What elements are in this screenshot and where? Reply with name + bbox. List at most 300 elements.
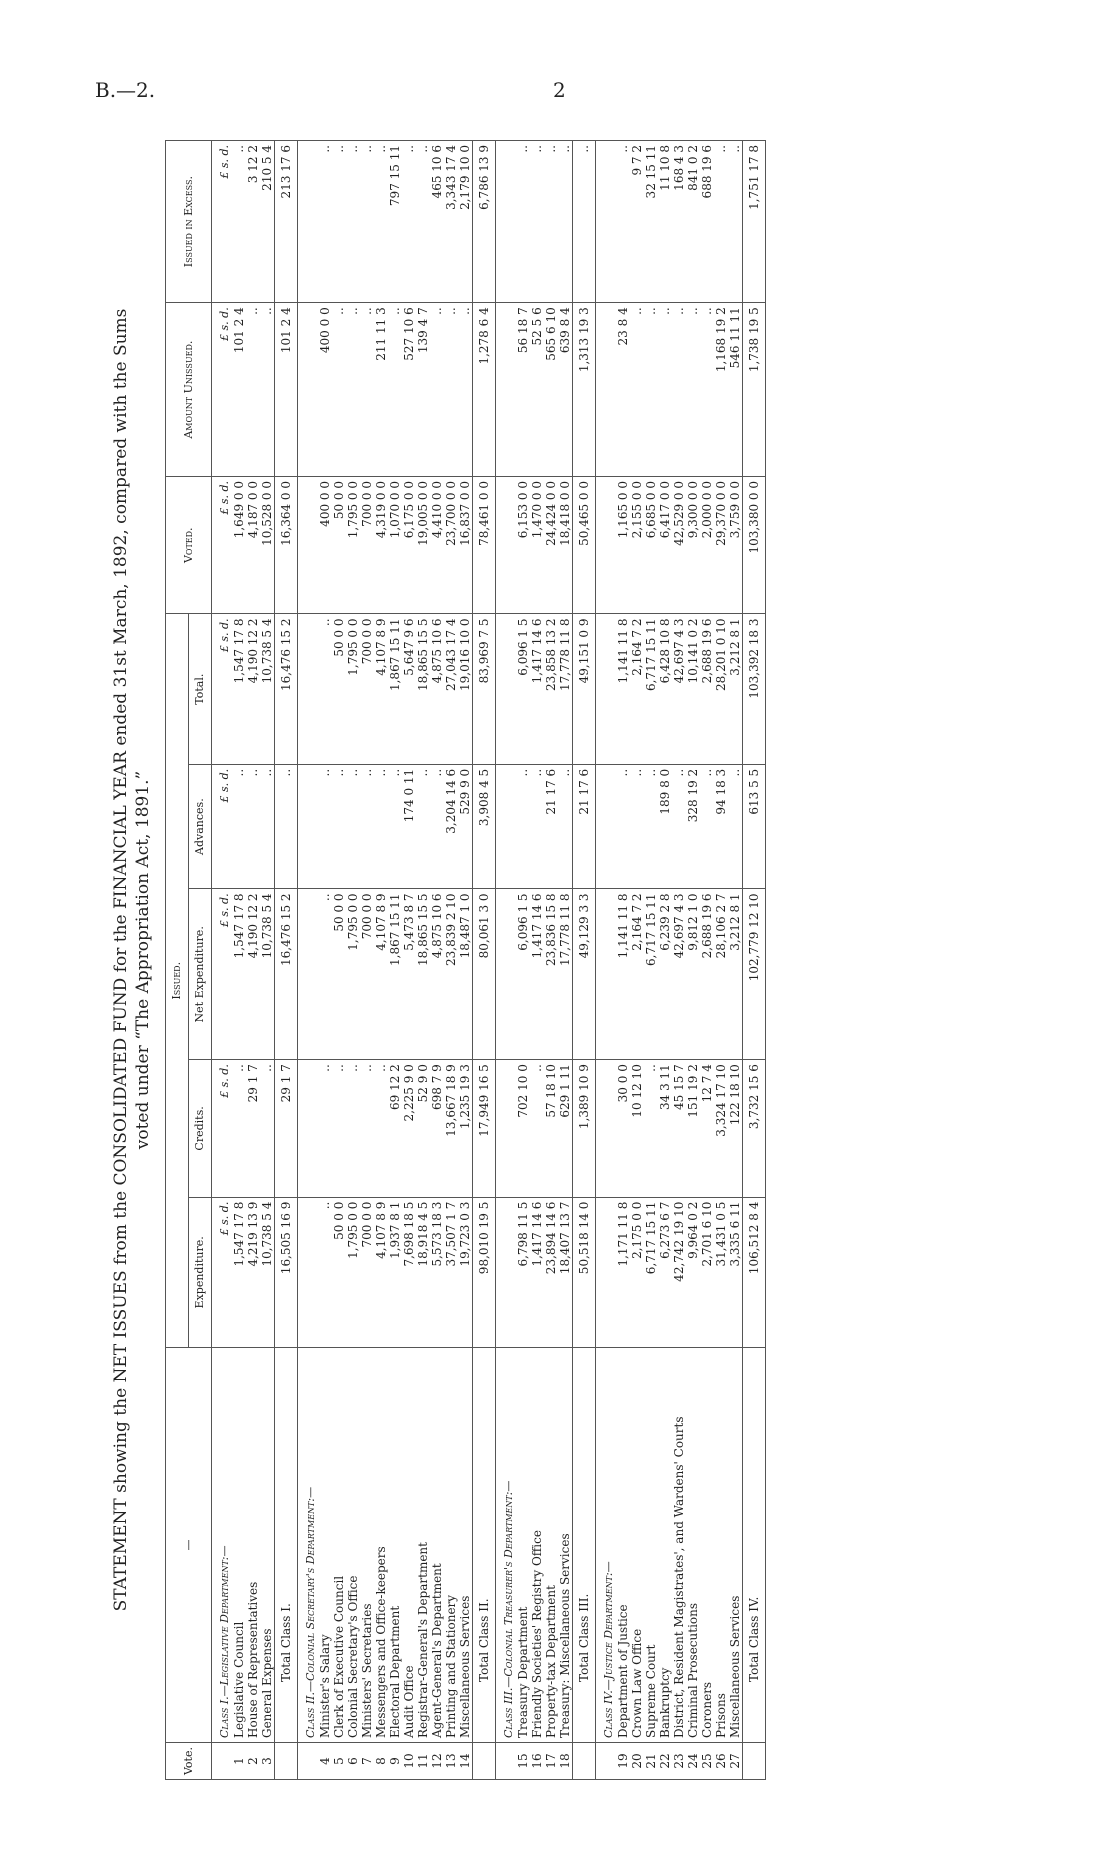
class-heading: Class II.—Colonial Secretary's Department:— <box>298 1348 319 1743</box>
voted-cell: 19,005 0 0 <box>416 477 430 614</box>
total-cell: 27,043 17 4 <box>444 614 458 764</box>
excess-cell: .. <box>332 141 346 303</box>
net-expenditure-cell: 28,106 2 7 <box>714 889 728 1060</box>
credits-cell: .. <box>232 1060 246 1197</box>
header-excess: Issued in Excess. <box>166 141 212 303</box>
unissued-cell: 546 11 11 <box>728 303 743 477</box>
voted-cell: 42,529 0 0 <box>672 477 686 614</box>
service-name: District, Resident Magistrates', and Wardens' Courts <box>672 1348 686 1743</box>
total-expenditure: 106,512 8 4 <box>743 1197 766 1347</box>
units-label <box>596 764 617 889</box>
units-label <box>596 1060 617 1197</box>
unissued-cell: .. <box>644 303 658 477</box>
net-expenditure-cell: 9,812 1 0 <box>686 889 700 1060</box>
class-total-row <box>473 141 496 1780</box>
total-cell: 10,738 5 4 <box>260 614 275 764</box>
total-cell: 1,795 0 0 <box>346 614 360 764</box>
credits-cell: 629 1 11 <box>558 1060 573 1197</box>
vote-number: 1 <box>232 1743 246 1780</box>
excess-cell: 3 12 2 <box>246 141 260 303</box>
service-name: Coroners <box>700 1348 714 1743</box>
advances-cell: .. <box>728 764 743 889</box>
vote-cell <box>496 1743 517 1780</box>
total-expenditure: 50,518 14 0 <box>573 1197 596 1347</box>
net-expenditure-cell: 700 0 0 <box>360 889 374 1060</box>
units-label: £ s. d. <box>212 1060 233 1197</box>
advances-cell: 3,204 14 6 <box>444 764 458 889</box>
voted-cell: 16,837 0 0 <box>458 477 473 614</box>
total-credits: 3,732 15 6 <box>743 1060 766 1197</box>
table-row <box>232 141 246 1780</box>
total-total: 16,476 15 2 <box>275 614 298 764</box>
table-row <box>616 141 630 1780</box>
units-label: £ s. d. <box>212 477 233 614</box>
total-expenditure: 98,010 19 5 <box>473 1197 496 1347</box>
total-excess: 1,751 17 8 <box>743 141 766 303</box>
vote-number: 17 <box>544 1743 558 1780</box>
table-row <box>360 141 374 1780</box>
advances-cell: 529 9 0 <box>458 764 473 889</box>
header-expenditure: Expenditure. <box>189 1197 212 1347</box>
vote-number: 6 <box>346 1743 360 1780</box>
advances-cell: 328 19 2 <box>686 764 700 889</box>
expenditure-cell: 1,171 11 8 <box>616 1197 630 1347</box>
table-row <box>318 141 332 1780</box>
voted-cell: 400 0 0 <box>318 477 332 614</box>
service-name: Minister's Salary <box>318 1348 332 1743</box>
vote-number: 9 <box>388 1743 402 1780</box>
service-name: Friendly Societies' Registry Office <box>530 1348 544 1743</box>
net-expenditure-cell: 18,487 1 0 <box>458 889 473 1060</box>
table-row <box>458 141 473 1780</box>
credits-cell: .. <box>530 1060 544 1197</box>
units-label <box>496 614 517 764</box>
units-label <box>496 889 517 1060</box>
advances-cell: .. <box>388 764 402 889</box>
advances-cell: 94 18 3 <box>714 764 728 889</box>
excess-cell: .. <box>516 141 530 303</box>
class-heading: Class III.—Colonial Treasurer's Department:— <box>496 1348 517 1743</box>
total-cell: 28,201 0 10 <box>714 614 728 764</box>
units-label <box>298 303 319 477</box>
vote-cell <box>573 1743 596 1780</box>
advances-cell: .. <box>246 764 260 889</box>
table-row <box>388 141 402 1780</box>
unissued-cell: .. <box>388 303 402 477</box>
service-name: Department of Justice <box>616 1348 630 1743</box>
table-row <box>430 141 444 1780</box>
net-expenditure-cell: 1,867 15 11 <box>388 889 402 1060</box>
expenditure-cell: 6,273 6 7 <box>658 1197 672 1347</box>
net-expenditure-cell: 4,875 10 6 <box>430 889 444 1060</box>
advances-cell: .. <box>558 764 573 889</box>
total-cell: 4,190 12 2 <box>246 614 260 764</box>
unissued-cell: .. <box>346 303 360 477</box>
units-label <box>496 1197 517 1347</box>
document-reference: B.—2. <box>95 78 156 102</box>
service-name: Treasury Department <box>516 1348 530 1743</box>
table-row <box>630 141 644 1780</box>
voted-cell: 6,417 0 0 <box>658 477 672 614</box>
voted-cell: 700 0 0 <box>360 477 374 614</box>
expenditure-cell: 6,798 11 5 <box>516 1197 530 1347</box>
credits-cell: 29 1 7 <box>246 1060 260 1197</box>
vote-number: 11 <box>416 1743 430 1780</box>
total-cell: 23,858 13 2 <box>544 614 558 764</box>
total-excess: .. <box>573 141 596 303</box>
class-total-row <box>275 141 298 1780</box>
net-expenditure-cell: 17,778 11 8 <box>558 889 573 1060</box>
table-row <box>530 141 544 1780</box>
credits-cell: 30 0 0 <box>616 1060 630 1197</box>
unissued-cell: 101 2 4 <box>232 303 246 477</box>
service-name: Property-tax Department <box>544 1348 558 1743</box>
vote-number: 24 <box>686 1743 700 1780</box>
table-row <box>402 141 416 1780</box>
excess-cell: .. <box>544 141 558 303</box>
excess-cell: 11 10 8 <box>658 141 672 303</box>
expenditure-cell: 2,175 0 0 <box>630 1197 644 1347</box>
units-label <box>298 477 319 614</box>
table-row <box>346 141 360 1780</box>
net-expenditure-cell: 4,107 8 9 <box>374 889 388 1060</box>
credits-cell: 12 7 4 <box>700 1060 714 1197</box>
advances-cell: .. <box>516 764 530 889</box>
unissued-cell: .. <box>260 303 275 477</box>
advances-cell: .. <box>260 764 275 889</box>
service-name: Agent-General's Department <box>430 1348 444 1743</box>
excess-cell: .. <box>318 141 332 303</box>
net-expenditure-cell: 42,697 4 3 <box>672 889 686 1060</box>
net-expenditure-cell: 1,795 0 0 <box>346 889 360 1060</box>
vote-number: 12 <box>430 1743 444 1780</box>
header-total: Total. <box>189 614 212 764</box>
vote-number: 5 <box>332 1743 346 1780</box>
expenditure-cell: 19,723 0 3 <box>458 1197 473 1347</box>
vote-cell <box>473 1743 496 1780</box>
unissued-cell: 23 8 4 <box>616 303 630 477</box>
vote-number: 3 <box>260 1743 275 1780</box>
total-advances: 613 5 5 <box>743 764 766 889</box>
service-name: General Expenses <box>260 1348 275 1743</box>
total-net-expenditure: 49,129 3 3 <box>573 889 596 1060</box>
total-cell: 4,107 8 9 <box>374 614 388 764</box>
header-vote: Vote. <box>166 1743 212 1780</box>
advances-cell: 21 17 6 <box>544 764 558 889</box>
service-name: Legislative Council <box>232 1348 246 1743</box>
total-advances: .. <box>275 764 298 889</box>
service-name: Electoral Department <box>388 1348 402 1743</box>
advances-cell: .. <box>232 764 246 889</box>
advances-cell: 189 8 0 <box>658 764 672 889</box>
table-row <box>558 141 573 1780</box>
vote-number: 8 <box>374 1743 388 1780</box>
unissued-cell: .. <box>246 303 260 477</box>
rotated-statement <box>110 130 1000 1790</box>
service-name: Registrar-General's Department <box>416 1348 430 1743</box>
statement-body <box>212 141 766 1780</box>
unissued-cell: 211 11 3 <box>374 303 388 477</box>
units-label <box>596 889 617 1060</box>
expenditure-cell: 5,573 18 3 <box>430 1197 444 1347</box>
service-name: Miscellaneous Services <box>728 1348 743 1743</box>
unissued-cell: .. <box>686 303 700 477</box>
advances-cell: .. <box>318 764 332 889</box>
title-line-2: voted under “The Appropriation Act, 1891.” <box>133 770 153 1150</box>
class-total-row <box>573 141 596 1780</box>
expenditure-cell: 18,407 13 7 <box>558 1197 573 1347</box>
unissued-cell: .. <box>360 303 374 477</box>
header-issued: Issued. <box>166 614 189 1348</box>
table-row <box>728 141 743 1780</box>
total-cell: 1,867 15 11 <box>388 614 402 764</box>
unissued-cell: .. <box>700 303 714 477</box>
total-net-expenditure: 80,061 3 0 <box>473 889 496 1060</box>
credits-cell: .. <box>318 1060 332 1197</box>
voted-cell: 4,410 0 0 <box>430 477 444 614</box>
total-advances: 3,908 4 5 <box>473 764 496 889</box>
units-label <box>496 764 517 889</box>
total-cell: 42,697 4 3 <box>672 614 686 764</box>
vote-number: 23 <box>672 1743 686 1780</box>
credits-cell: 45 15 7 <box>672 1060 686 1197</box>
voted-cell: 10,528 0 0 <box>260 477 275 614</box>
excess-cell: 9 7 2 <box>630 141 644 303</box>
header-advances: Advances. <box>189 764 212 889</box>
total-cell: 5,647 9 6 <box>402 614 416 764</box>
vote-cell <box>298 1743 319 1780</box>
advances-cell: .. <box>672 764 686 889</box>
vote-number: 27 <box>728 1743 743 1780</box>
net-expenditure-cell: 1,141 11 8 <box>616 889 630 1060</box>
excess-cell: .. <box>530 141 544 303</box>
units-label: £ s. d. <box>212 141 233 303</box>
credits-cell: 13,667 18 9 <box>444 1060 458 1197</box>
excess-cell: 210 5 4 <box>260 141 275 303</box>
excess-cell: .. <box>616 141 630 303</box>
total-unissued: 101 2 4 <box>275 303 298 477</box>
credits-cell: 34 3 11 <box>658 1060 672 1197</box>
unissued-cell: .. <box>672 303 686 477</box>
service-name: Bankruptcy <box>658 1348 672 1743</box>
unissued-cell: .. <box>658 303 672 477</box>
vote-number: 26 <box>714 1743 728 1780</box>
excess-cell: 168 4 3 <box>672 141 686 303</box>
service-name: Treasury: Miscellaneous Services <box>558 1348 573 1743</box>
units-label: £ s. d. <box>212 764 233 889</box>
total-cell: 17,778 11 8 <box>558 614 573 764</box>
total-total: 83,969 7 5 <box>473 614 496 764</box>
total-cell: 700 0 0 <box>360 614 374 764</box>
table-row <box>260 141 275 1780</box>
total-cell: 6,717 15 11 <box>644 614 658 764</box>
expenditure-cell: 18,918 4 5 <box>416 1197 430 1347</box>
excess-cell: .. <box>402 141 416 303</box>
total-cell: 1,547 17 8 <box>232 614 246 764</box>
credits-cell: 1,235 19 3 <box>458 1060 473 1197</box>
units-label: £ s. d. <box>212 614 233 764</box>
total-net-expenditure: 102,779 12 10 <box>743 889 766 1060</box>
expenditure-cell: 37,507 1 7 <box>444 1197 458 1347</box>
unissued-cell: .. <box>332 303 346 477</box>
expenditure-cell: 7,698 18 5 <box>402 1197 416 1347</box>
advances-cell: .. <box>346 764 360 889</box>
excess-cell: .. <box>558 141 573 303</box>
class-heading: Class I.—Legislative Department:— <box>212 1348 233 1743</box>
title-line-1: STATEMENT showing the NET ISSUES from the CONSOLIDATED FUND for the FINANCIAL YEAR ended 31st March, 1892, compared with the Sums <box>111 308 131 1612</box>
unissued-cell: .. <box>444 303 458 477</box>
service-name: House of Representatives <box>246 1348 260 1743</box>
units-row <box>596 141 617 1780</box>
total-cell: 4,875 10 6 <box>430 614 444 764</box>
advances-cell: 174 0 11 <box>402 764 416 889</box>
units-label <box>596 141 617 303</box>
vote-number: 18 <box>558 1743 573 1780</box>
expenditure-cell: 50 0 0 <box>332 1197 346 1347</box>
unissued-cell: 639 8 4 <box>558 303 573 477</box>
table-row <box>672 141 686 1780</box>
voted-cell: 18,418 0 0 <box>558 477 573 614</box>
service-name: Colonial Secretary's Office <box>346 1348 360 1743</box>
unissued-cell: 565 6 10 <box>544 303 558 477</box>
units-label <box>496 303 517 477</box>
units-label <box>298 141 319 303</box>
voted-cell: 1,470 0 0 <box>530 477 544 614</box>
unissued-cell: 527 10 6 <box>402 303 416 477</box>
total-cell: 50 0 0 <box>332 614 346 764</box>
statement-title <box>110 130 154 1790</box>
advances-cell: .. <box>644 764 658 889</box>
total-expenditure: 16,505 16 9 <box>275 1197 298 1347</box>
service-name: Prisons <box>714 1348 728 1743</box>
net-expenditure-cell: 50 0 0 <box>332 889 346 1060</box>
total-cell: 6,428 10 8 <box>658 614 672 764</box>
credits-cell: .. <box>346 1060 360 1197</box>
units-label <box>298 614 319 764</box>
expenditure-cell: 1,795 0 0 <box>346 1197 360 1347</box>
expenditure-cell: 31,431 0 5 <box>714 1197 728 1347</box>
credits-cell: .. <box>644 1060 658 1197</box>
excess-cell: 797 15 11 <box>388 141 402 303</box>
units-label <box>298 1197 319 1347</box>
units-label: £ s. d. <box>212 303 233 477</box>
voted-cell: 24,424 0 0 <box>544 477 558 614</box>
expenditure-cell: .. <box>318 1197 332 1347</box>
unissued-cell: 400 0 0 <box>318 303 332 477</box>
net-expenditure-cell: 5,473 8 7 <box>402 889 416 1060</box>
advances-cell: .. <box>530 764 544 889</box>
total-cell: 10,141 0 2 <box>686 614 700 764</box>
vote-number: 20 <box>630 1743 644 1780</box>
units-label <box>298 889 319 1060</box>
units-row <box>212 141 233 1780</box>
table-row <box>644 141 658 1780</box>
credits-cell: .. <box>374 1060 388 1197</box>
vote-cell <box>743 1743 766 1780</box>
voted-cell: 50 0 0 <box>332 477 346 614</box>
voted-cell: 3,759 0 0 <box>728 477 743 614</box>
voted-cell: 2,000 0 0 <box>700 477 714 614</box>
total-label: Total Class III. <box>573 1348 596 1743</box>
total-total: 103,392 18 3 <box>743 614 766 764</box>
units-row <box>298 141 319 1780</box>
total-unissued: 1,313 19 3 <box>573 303 596 477</box>
total-voted: 103,380 0 0 <box>743 477 766 614</box>
total-excess: 6,786 13 9 <box>473 141 496 303</box>
voted-cell: 2,155 0 0 <box>630 477 644 614</box>
unissued-cell: 52 5 6 <box>530 303 544 477</box>
header-voted: Voted. <box>166 477 212 614</box>
service-name: Criminal Prosecutions <box>686 1348 700 1743</box>
unissued-cell: 1,168 19 2 <box>714 303 728 477</box>
vote-number: 7 <box>360 1743 374 1780</box>
units-label: £ s. d. <box>212 1197 233 1347</box>
excess-cell: .. <box>714 141 728 303</box>
excess-cell: .. <box>728 141 743 303</box>
total-voted: 78,461 0 0 <box>473 477 496 614</box>
vote-number: 19 <box>616 1743 630 1780</box>
voted-cell: 1,795 0 0 <box>346 477 360 614</box>
expenditure-cell: 4,107 8 9 <box>374 1197 388 1347</box>
credits-cell: .. <box>360 1060 374 1197</box>
advances-cell: .. <box>630 764 644 889</box>
voted-cell: 4,319 0 0 <box>374 477 388 614</box>
expenditure-cell: 23,894 14 6 <box>544 1197 558 1347</box>
net-expenditure-cell: 6,239 2 8 <box>658 889 672 1060</box>
excess-cell: 688 19 6 <box>700 141 714 303</box>
voted-cell: 1,649 0 0 <box>232 477 246 614</box>
advances-cell: .. <box>430 764 444 889</box>
expenditure-cell: 1,937 8 1 <box>388 1197 402 1347</box>
units-label: £ s. d. <box>212 889 233 1060</box>
credits-cell: 122 18 10 <box>728 1060 743 1197</box>
service-name: Supreme Court <box>644 1348 658 1743</box>
net-expenditure-cell: 4,190 12 2 <box>246 889 260 1060</box>
total-advances: 21 17 6 <box>573 764 596 889</box>
vote-cell <box>275 1743 298 1780</box>
service-name: Ministers' Secretaries <box>360 1348 374 1743</box>
net-expenditure-cell: .. <box>318 889 332 1060</box>
voted-cell: 4,187 0 0 <box>246 477 260 614</box>
service-name: Miscellaneous Services <box>458 1348 473 1743</box>
unissued-cell: .. <box>430 303 444 477</box>
unissued-cell: 139 4 7 <box>416 303 430 477</box>
total-unissued: 1,738 19 5 <box>743 303 766 477</box>
advances-cell: .. <box>332 764 346 889</box>
unissued-cell: .. <box>630 303 644 477</box>
units-label <box>298 764 319 889</box>
vote-number: 14 <box>458 1743 473 1780</box>
header-service: — <box>166 1348 212 1743</box>
excess-cell: 32 15 11 <box>644 141 658 303</box>
credits-cell: 698 7 9 <box>430 1060 444 1197</box>
class-heading: Class IV.—Justice Department:— <box>596 1348 617 1743</box>
net-expenditure-cell: 3,212 8 1 <box>728 889 743 1060</box>
units-label <box>596 477 617 614</box>
net-expenditure-cell: 10,738 5 4 <box>260 889 275 1060</box>
vote-cell <box>596 1743 617 1780</box>
excess-cell: 841 0 2 <box>686 141 700 303</box>
excess-cell: 465 10 6 <box>430 141 444 303</box>
vote-number: 22 <box>658 1743 672 1780</box>
total-unissued: 1,278 6 4 <box>473 303 496 477</box>
units-label <box>596 614 617 764</box>
total-cell: 3,212 8 1 <box>728 614 743 764</box>
voted-cell: 1,070 0 0 <box>388 477 402 614</box>
table-row <box>700 141 714 1780</box>
expenditure-cell: 700 0 0 <box>360 1197 374 1347</box>
units-label <box>298 1060 319 1197</box>
